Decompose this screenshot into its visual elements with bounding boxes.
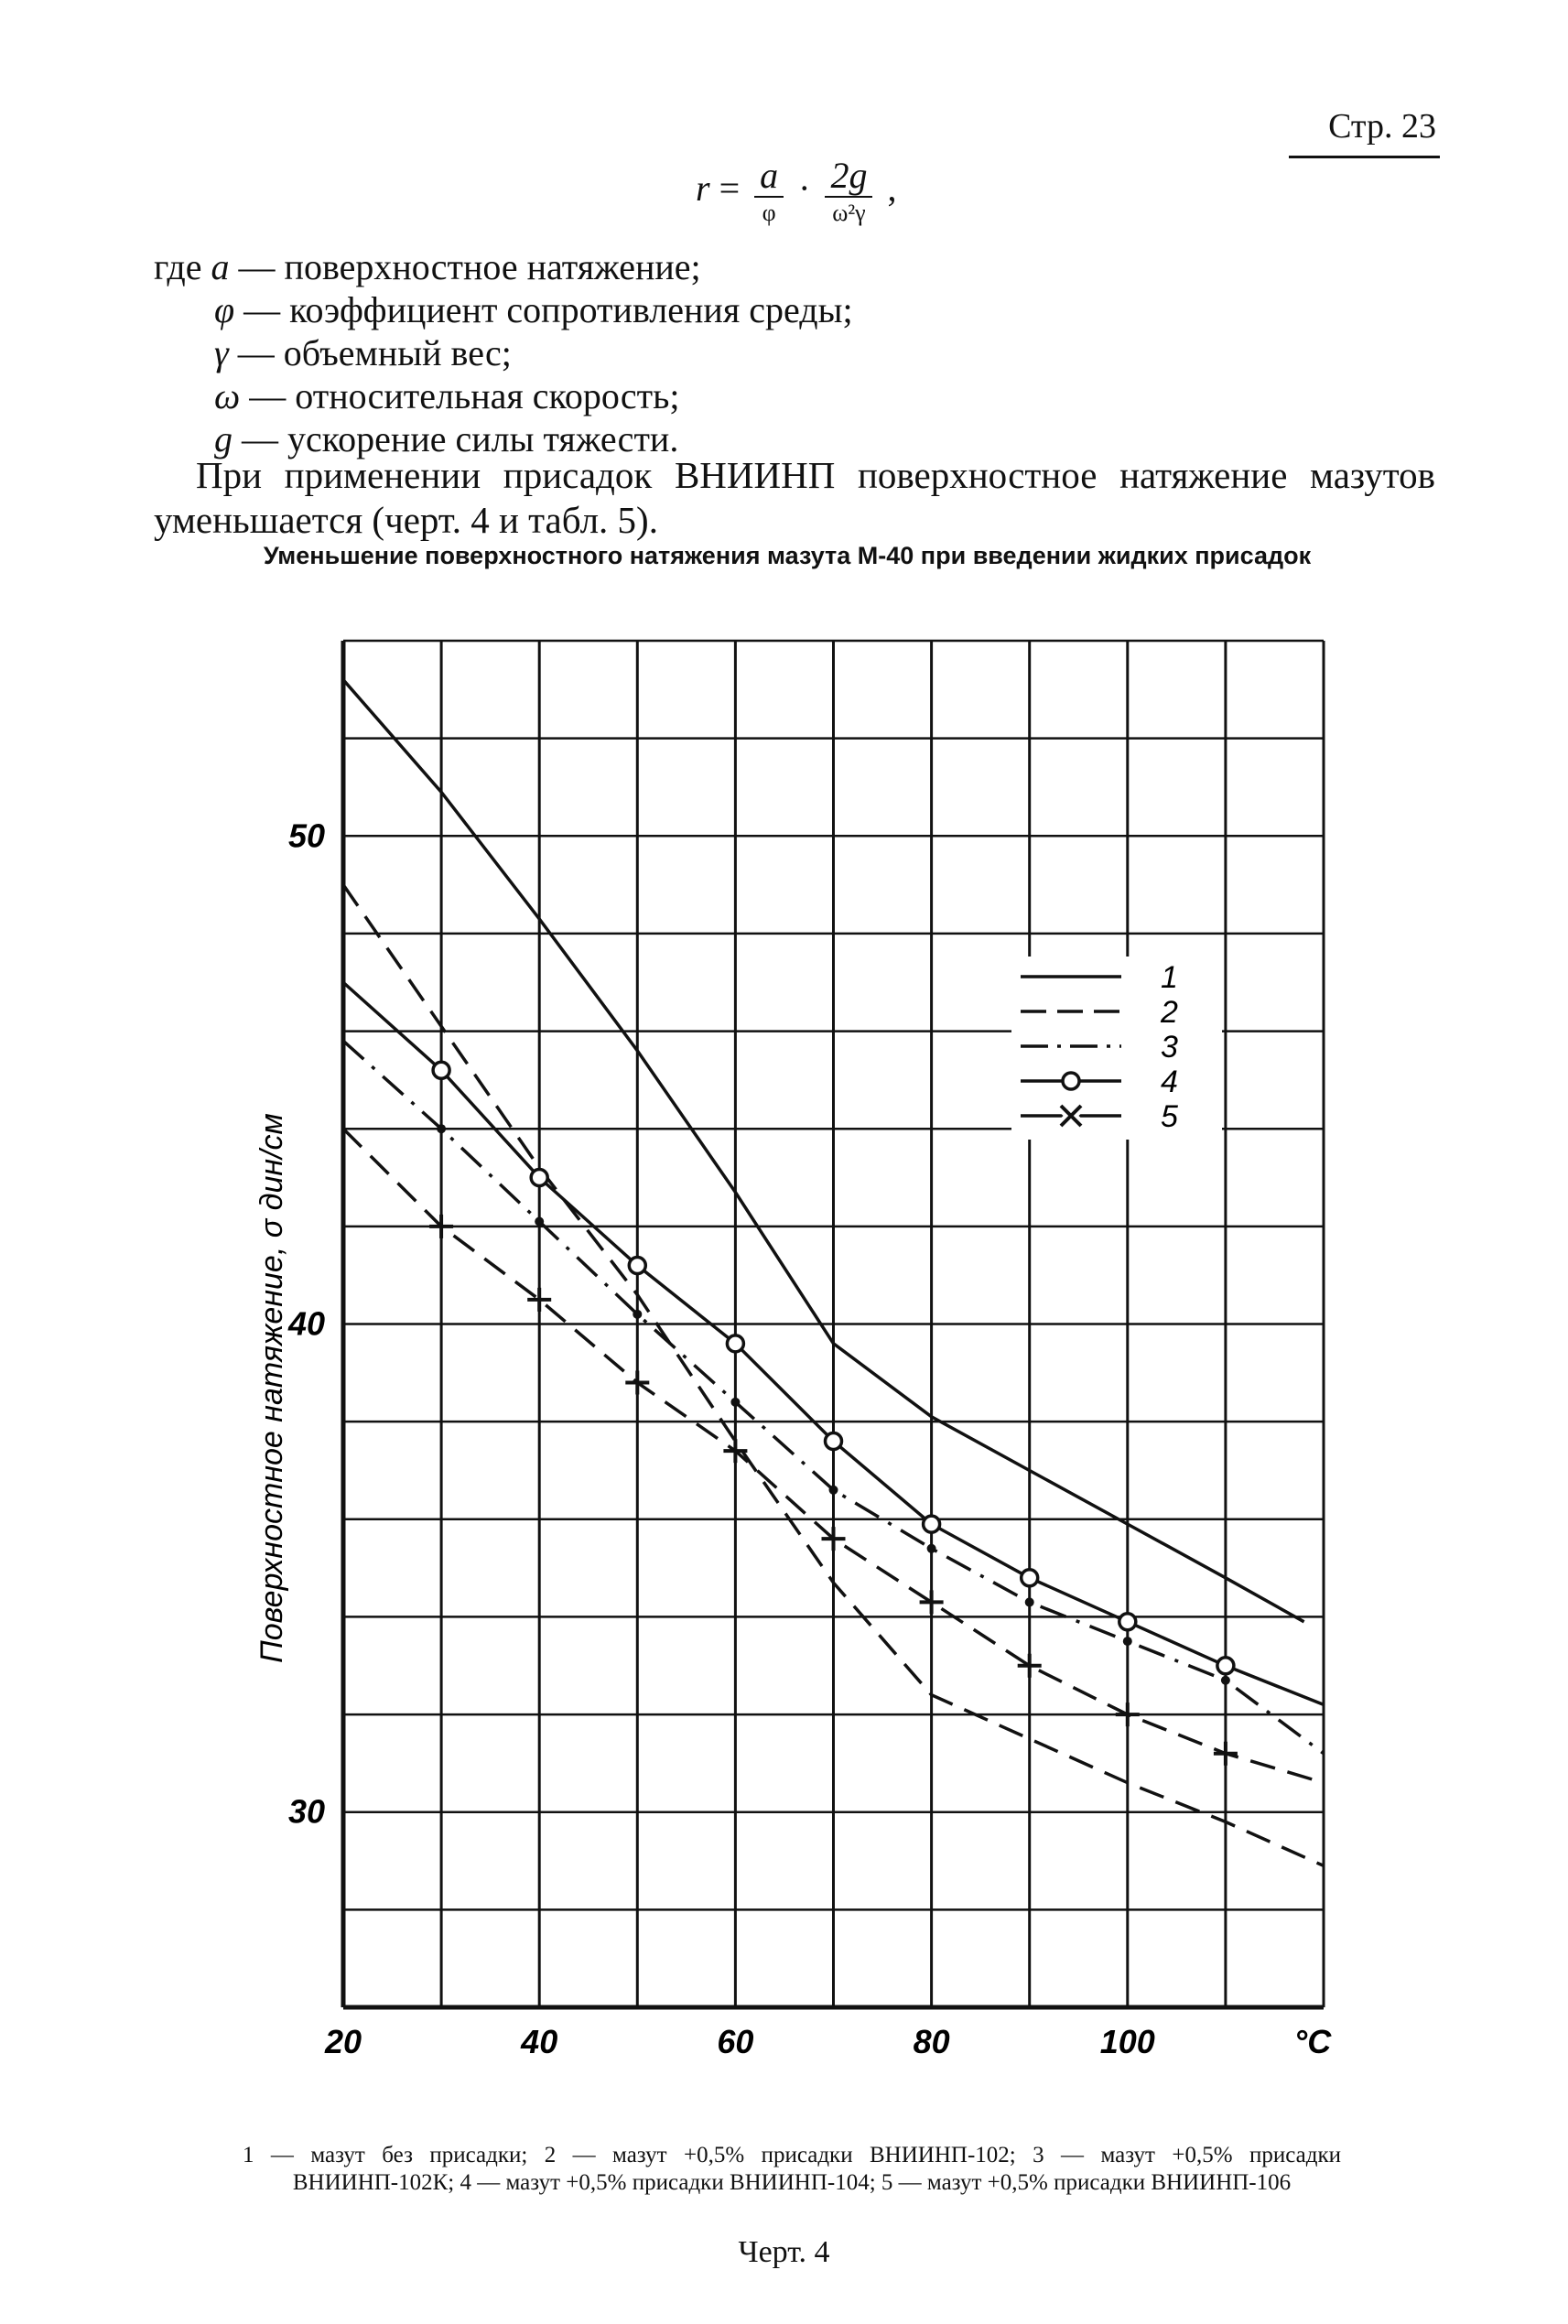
x-tick-label: 80	[913, 2023, 950, 2060]
series-4-point	[531, 1170, 547, 1186]
series-5-point	[920, 1590, 944, 1614]
y-tick-label: 40	[287, 1304, 325, 1343]
legend-label: 1	[1161, 960, 1178, 995]
x-tick-label: 60	[717, 2023, 754, 2060]
series-4-point	[924, 1516, 940, 1532]
formula-numerator-1: a	[754, 156, 784, 198]
formula-numerator-2: 2g	[825, 156, 872, 198]
definition-symbol: ω	[214, 375, 241, 416]
definition-symbol: a	[211, 246, 230, 287]
x-axis-unit-label: °С	[1293, 2023, 1332, 2060]
series-4-point	[727, 1335, 743, 1352]
figure-caption: 1 — мазут без присадки; 2 — мазут +0,5% присадки ВНИИНП-102; 3 — мазут +0,5% присадки ВНИИНП-102К; 4 — мазут +0,5% присадки ВНИИНП-104; 5 — мазут +0,5% присадки ВНИИНП-106	[243, 2143, 1341, 2195]
definition-text: — коэффициент сопротивления среды;	[234, 289, 853, 330]
legend-label: 4	[1161, 1065, 1178, 1099]
legend-label: 3	[1161, 1030, 1178, 1065]
series-3-point	[829, 1486, 838, 1495]
legend-label: 2	[1161, 995, 1178, 1030]
definition-prefix: где	[154, 246, 211, 287]
definition-text: — относительная скорость;	[240, 375, 680, 416]
series-4-point	[1022, 1570, 1038, 1586]
series-3-point	[1025, 1597, 1034, 1606]
formula-dot: ·	[798, 168, 811, 210]
series-5-point	[1018, 1654, 1042, 1678]
formula-trail: ,	[887, 168, 897, 210]
series-5-point	[1214, 1742, 1238, 1766]
series-4-point	[1217, 1658, 1234, 1674]
series-3-point	[633, 1310, 642, 1319]
series-3-point	[437, 1124, 446, 1133]
series-4-point	[433, 1062, 449, 1078]
legend-marker-circle	[1063, 1073, 1079, 1089]
definition-symbol: φ	[214, 289, 235, 330]
series-3-point	[535, 1217, 544, 1227]
y-tick-label: 50	[287, 816, 325, 855]
series-4-point	[1119, 1614, 1136, 1630]
y-tick-label: 30	[287, 1792, 325, 1831]
x-tick-label: 20	[324, 2023, 362, 2060]
page-number: Стр. 23	[1328, 107, 1436, 146]
y-axis-title: Поверхностное натяжение, σ дин/см	[254, 1113, 289, 1663]
formula-eq: =	[719, 168, 741, 210]
x-tick-label: 100	[1099, 2023, 1155, 2060]
formula-denominator-2: ω²γ	[832, 200, 866, 226]
definition-symbol: g	[214, 418, 232, 459]
series-5-point	[625, 1370, 649, 1394]
body-paragraph: При применении присадок ВНИИНП поверхностное натяжение мазутов уменьшается (черт. 4 и табл. 5).	[154, 454, 1435, 541]
series-3-point	[730, 1398, 740, 1407]
definition-text: — объемный вес;	[228, 332, 512, 373]
x-tick-label: 40	[521, 2023, 558, 2060]
series-3-point	[1123, 1637, 1132, 1646]
formula-denominator-1: φ	[762, 200, 776, 226]
legend-label: 5	[1161, 1099, 1178, 1134]
chart-title: Уменьшение поверхностного натяжения мазута М-40 при введении жидких присадок	[263, 542, 1312, 569]
series-4-point	[826, 1432, 842, 1449]
series-3-point	[1221, 1676, 1230, 1685]
series-3-point	[927, 1544, 936, 1553]
definition-text: — поверхностное натяжение;	[229, 246, 701, 287]
figure-label: Черт. 4	[738, 2235, 830, 2269]
series-4-point	[629, 1258, 645, 1274]
definition-symbol: γ	[214, 332, 229, 373]
definition-text: — ускорение силы тяжести.	[232, 418, 679, 459]
series-5-point	[1116, 1702, 1140, 1726]
formula-lhs: r	[696, 168, 710, 210]
